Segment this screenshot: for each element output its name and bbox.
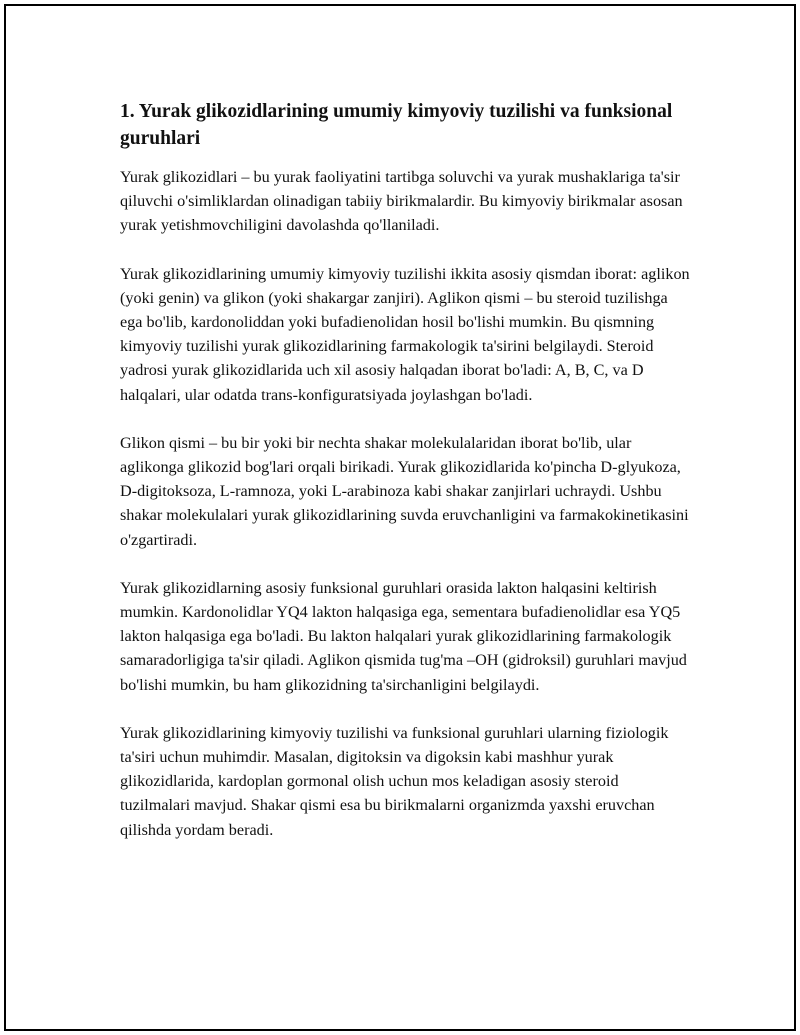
paragraph-intro: Yurak glikozidlari – bu yurak faoliyatini tartibga soluvchi va yurak mushaklariga ta'sir qiluvchi o'simliklardan olinadigan tabiiy birikmalardir. Bu kimyoviy birikmalar asosan yurak yetishmovchiligini davolashda qo'llaniladi. <box>120 168 683 235</box>
document-page <box>4 4 796 1031</box>
section-heading: 1. Yurak glikozidlarining umumiy kimyoviy tuzilishi va funksional guruhlari <box>120 101 673 149</box>
paragraph-glycone: Glikon qismi – bu bir yoki bir nechta shakar molekulalaridan iborat bo'lib, ular aglikonga glikozid bog'lari orqali birikadi. Yurak glikozidlarida ko'pincha D-glyukoza, D-digitoksoza, L-ramnoza, yoki L-arabinoza kabi shakar zanjirlari uchraydi. Ushbu shakar molekulalari yurak glikozidlarining suvda eruvchanligini va farmakokinetikasini o'zgartiradi. <box>120 433 689 549</box>
paragraph-structure: Yurak glikozidlarining umumiy kimyoviy tuzilishi ikkita asosiy qismdan iborat: aglikon (yoki genin) va glikon (yoki shakargar zanjiri). Aglikon qismi – bu steroid tuzilishga ega bo'lib, kardonoliddan yoki bufadienolidan hosil bo'lishi mumkin. Bu qismning kimyoviy tuzilishi yurak glikozidlarining farmakologik ta'sirini belgilaydi. Steroid yadrosi yurak glikozidlarida uch xil asosiy halqadan iborat bo'ladi: A, B, C, va D halqalari, ular odatda trans-konfiguratsiyada joylashgan bo'ladi. <box>120 264 690 404</box>
document-body <box>120 98 690 866</box>
paragraph-functional-groups: Yurak glikozidlarning asosiy funksional guruhlari orasida lakton halqasini keltirish mumkin. Kardonolidlar YQ4 lakton halqasiga ega, sementara bufadienolidlar esa YQ5 lakton halqasiga ega bo'ladi. Bu lakton halqalari yurak glikozidlarining farmakologik samaradorligiga ta'sir qiladi. Aglikon qismida tug'ma –OH (gidroksil) guruhlari mavjud bo'lishi mumkin, bu ham glikozidning ta'sirchanligini belgilaydi. <box>120 578 687 694</box>
paragraph-conclusion: Yurak glikozidlarining kimyoviy tuzilishi va funksional guruhlari ularning fiziologik ta'siri uchun muhimdir. Masalan, digitoksin va digoksin kabi mashhur yurak glikozidlarida, kardoplan gormonal olish uchun mos keladigan asosiy steroid tuzilmalari mavjud. Shakar qismi esa bu birikmalarni organizmda yaxshi eruvchan qilishda yordam beradi. <box>120 723 669 839</box>
